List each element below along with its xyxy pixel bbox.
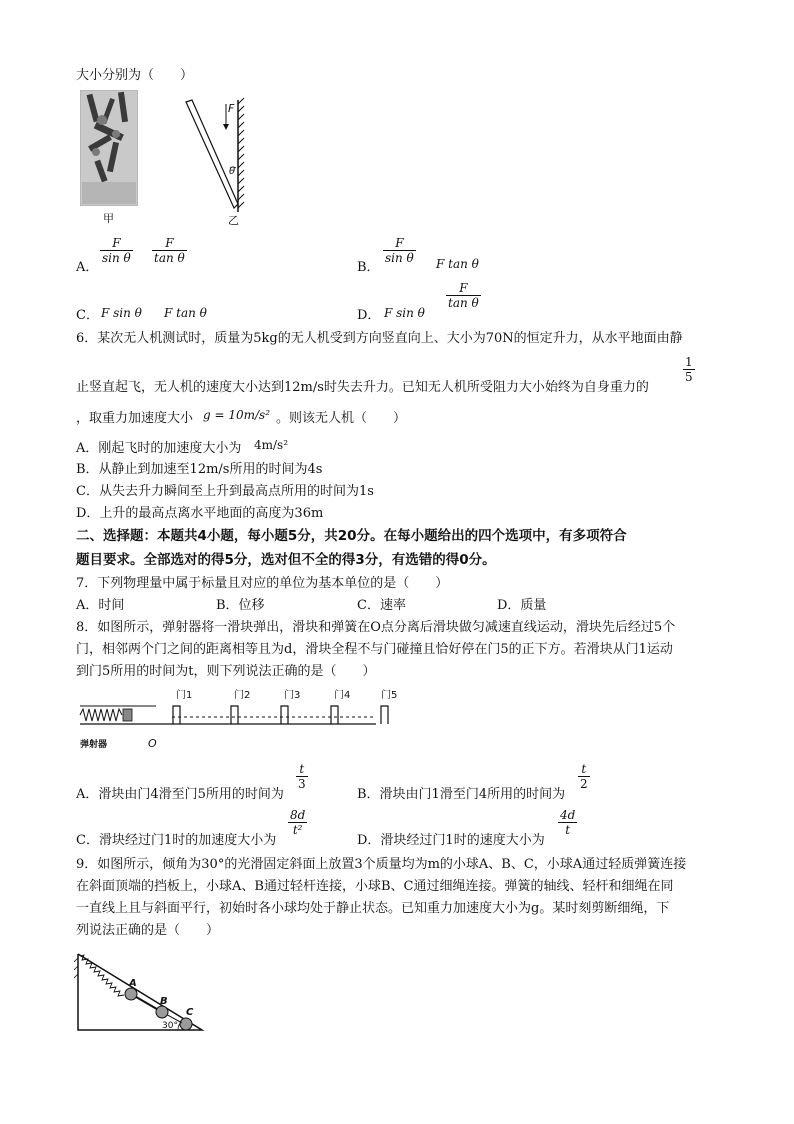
ball-b-label: B: [160, 996, 168, 1007]
q8-option-d-frac: 4d t: [560, 808, 576, 837]
q5-option-c-expr2: F tan θ: [164, 306, 207, 320]
q5-option-a-label: A．: [76, 260, 99, 275]
q8-option-b-frac: t 2: [580, 762, 588, 791]
q5-option-b-expr: F tan θ: [436, 257, 479, 271]
q8-option-a-frac: t 3: [298, 762, 306, 791]
q8-option-d: D．滑块经过门1时的速度大小为: [357, 833, 545, 848]
q6-option-b: B．从静止到加速至12m/s所用的时间为4s: [76, 462, 323, 477]
gate-5-label: 门5: [381, 690, 398, 701]
q8-option-c-frac: 8d t²: [290, 808, 306, 837]
q5-option-a-frac1: F sin θ: [102, 236, 131, 265]
q6-stem-line2: 止竖直起飞，无人机的速度大小达到12m/s时失去升力。已知无人机所受阻力大小始终为自身重力的: [76, 380, 649, 395]
q5-option-c-expr1: F sin θ: [101, 306, 142, 320]
q5-option-c-label: C．: [76, 308, 99, 323]
figure-yi-force-label: F: [228, 102, 235, 115]
q9-stem-line3: 一直线上且与斜面平行，初始时各小球均处于静止状态。已知重力加速度大小为g。某时刻剪断细绳，下: [76, 901, 670, 916]
gate-1-label: 门1: [176, 690, 193, 701]
figure-jia-photo: [80, 90, 138, 206]
q7-option-d: D．质量: [497, 598, 547, 613]
q5-option-a-frac2: F tan θ: [154, 236, 185, 265]
q8-option-a: A．滑块由门4滑至门5所用的时间为: [76, 787, 284, 802]
q8-gates-diagram: [76, 684, 406, 754]
q6-resistance-fraction: 1 5: [685, 355, 693, 384]
incline-angle-label: 30°: [162, 1021, 178, 1031]
q5-option-b-frac: F sin θ: [385, 236, 414, 265]
gate-2-label: 门2: [234, 690, 251, 701]
q8-stem-line1: 8．如图所示，弹射器将一滑块弹出，滑块和弹簧在O点分离后滑块做匀减速直线运动，滑块先后经过5个: [76, 620, 676, 635]
launcher-label: 弹射器: [80, 740, 108, 750]
gate-3-label: 门3: [284, 690, 301, 701]
figure-yi-angle-label: θ: [229, 166, 236, 177]
q5-option-b-label: B．: [357, 260, 380, 275]
q6-stem-line3b: 。则该无人机（ ）: [276, 411, 407, 426]
q7-option-b: B．位移: [216, 598, 265, 613]
ball-c-label: C: [186, 1007, 194, 1018]
figure-jia-label: 甲: [103, 212, 114, 225]
q5-stem-tail: 大小分别为（ ）: [76, 68, 194, 83]
q8-option-c: C．滑块经过门1时的加速度大小为: [76, 833, 277, 848]
q5-option-d-label: D．: [357, 308, 381, 323]
q5-option-d-expr: F sin θ: [384, 306, 425, 320]
figure-yi-diagram: [178, 96, 250, 226]
q6-option-a: A．刚起飞时的加速度大小为: [76, 441, 242, 456]
q7-stem: 7．下列物理量中属于标量且对应的单位为基本单位的是（ ）: [76, 576, 449, 591]
ball-a-label: A: [129, 978, 137, 989]
q9-stem-line4: 列说法正确的是（ ）: [76, 923, 220, 938]
gate-4-label: 门4: [334, 690, 351, 701]
section2-heading-line1: 二、选择题：本题共4小题，每小题5分，共20分。在每小题给出的四个选项中，有多项符合: [76, 528, 627, 544]
q8-option-b: B．滑块由门1滑至门4所用的时间为: [357, 787, 566, 802]
q6-gravity-value: g = 10m/s²: [203, 408, 271, 422]
figure-yi-label: 乙: [228, 214, 239, 226]
q9-stem-line2: 在斜面顶端的挡板上，小球A、B通过轻杆连接，小球B、C通过细绳连接。弹簧的轴线、轻杆和细绳在同: [76, 879, 674, 894]
q7-option-a: A．时间: [76, 598, 125, 613]
q6-stem-line3a: ，取重力加速度大小: [76, 411, 194, 426]
q7-option-c: C．速率: [357, 598, 406, 613]
q9-incline-diagram: [74, 944, 210, 1036]
origin-label: O: [148, 737, 157, 750]
q8-stem-line2: 门，相邻两个门之间的距离相等且为d，滑块全程不与门碰撞且恰好停在门5的正下方。若滑块从门1运动: [76, 642, 673, 657]
q6-option-d: D．上升的最高点离水平地面的高度为36m: [76, 506, 324, 521]
q5-option-d-frac: F tan θ: [448, 281, 479, 310]
q9-stem-line1: 9．如图所示，倾角为30°的光滑固定斜面上放置3个质量均为m的小球A、B、C，小球A通过轻质弹簧连接: [76, 857, 687, 872]
q6-option-c: C．从失去升力瞬间至上升到最高点所用的时间为1s: [76, 484, 374, 499]
q8-stem-line3: 到门5所用的时间为t，则下列说法正确的是（ ）: [76, 664, 376, 679]
q6-option-a-value: 4m/s²: [254, 438, 289, 452]
q6-stem-line1: 6．某次无人机测试时，质量为5kg的无人机受到方向竖直向上、大小为70N的恒定升力，从水平地面由静: [76, 331, 683, 346]
section2-heading-line2: 题目要求。全部选对的得5分，选对但不全的得3分，有选错的得0分。: [76, 552, 496, 568]
